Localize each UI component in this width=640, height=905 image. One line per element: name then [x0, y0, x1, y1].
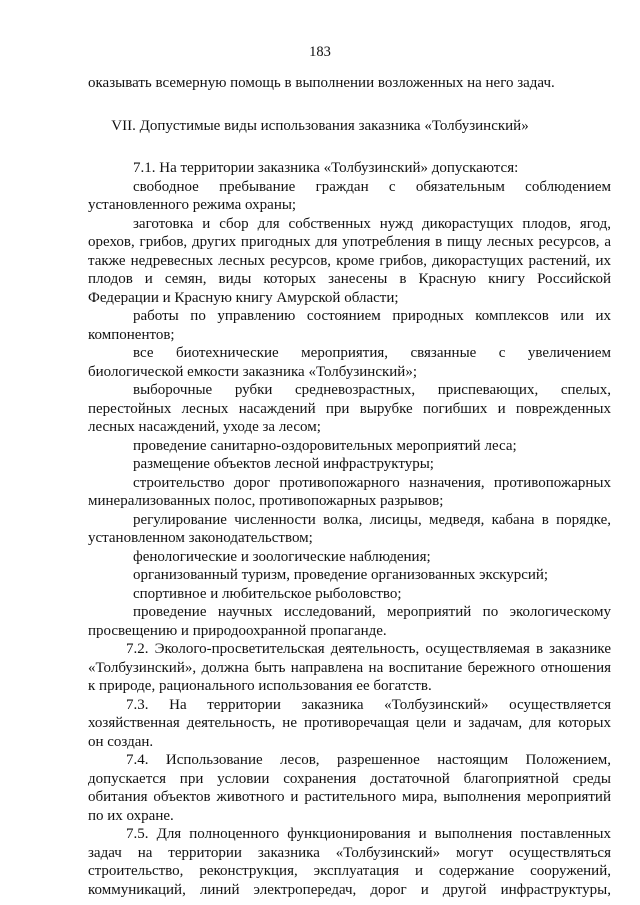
text-line: фенологические и зоологические наблюдения; [133, 549, 431, 565]
text-line: задач на территории заказника «Толбузинский» могут осуществляться [88, 845, 611, 861]
text-line: коммуникаций, линий электропередач, дорог и другой инфраструктуры, [88, 882, 611, 898]
text-line: хозяйственная деятельность, не противоречащая цели и задачам, для которых [88, 715, 611, 731]
text-line: строительство дорог противопожарного назначения, противопожарных [133, 475, 611, 491]
text-line: 7.3. На территории заказника «Толбузинский» осуществляется [126, 697, 611, 713]
text-line: организованный туризм, проведение организованных экскурсий; [133, 567, 549, 583]
text-line: 7.5. Для полноценного функционирования и выполнения поставленных [126, 826, 611, 842]
text-line: он создан. [88, 734, 154, 750]
text-line: орехов, грибов, других пригодных для употребления в пищу лесных ресурсов, а [88, 234, 611, 250]
text-line: обитания объектов животного и растительного мира, выполнения мероприятий [88, 789, 611, 805]
text-line: строительство, реконструкция, эксплуатация и содержание сооружений, [88, 863, 611, 879]
text-line: выборочные рубки средневозрастных, приспевающих, спелых, [133, 382, 611, 398]
text-line: плодов и семян, виды которых занесены в Красную книгу Российской [88, 271, 611, 287]
text-line: регулирование численности волка, лисицы, медведя, кабана в порядке, [133, 512, 611, 528]
text-line: лесных насаждений, уходе за лесом; [88, 419, 321, 435]
text-line: биологической емкости заказника «Толбузинский»; [88, 364, 417, 380]
text-line: минерализованных полос, противопожарных разрывов; [88, 493, 444, 509]
text-line: оказывать всемерную помощь в выполнении возложенных на него задач. [88, 75, 555, 91]
text-line: проведение научных исследований, мероприятий по экологическому [133, 604, 611, 620]
text-line: просвещению и природоохранной пропаганде. [88, 623, 387, 639]
text-line: по их охране. [88, 808, 174, 824]
page-number: 183 [309, 44, 331, 60]
text-line: допускается при условии сохранения достаточной благоприятной среды [88, 771, 611, 787]
text-line: заготовка и сбор для собственных нужд дикорастущих плодов, ягод, [133, 216, 611, 232]
section-heading: VII. Допустимые виды использования заказника «Толбузинский» [111, 118, 529, 134]
text-line: работы по управлению состоянием природных комплексов или их [133, 308, 611, 324]
text-line: компонентов; [88, 327, 175, 343]
text-line: размещение объектов лесной инфраструктуры; [133, 456, 434, 472]
text-line: установленном законодательством; [88, 530, 313, 546]
text-line: 7.4. Использование лесов, разрешенное настоящим Положением, [126, 752, 611, 768]
text-line: Федерации и Красную книгу Амурской области; [88, 290, 399, 306]
text-line: 7.1. На территории заказника «Толбузинский» допускаются: [133, 160, 519, 176]
text-line: «Толбузинский», должна быть направлена на воспитание бережного отношения [88, 660, 611, 676]
text-line: к природе, рационального использования ее богатств. [88, 678, 432, 694]
text-line: проведение санитарно-оздоровительных мероприятий леса; [133, 438, 517, 454]
text-line: также недревесных лесных ресурсов, кроме грибов, дикорастущих растений, их [88, 253, 611, 269]
text-line: все биотехнические мероприятия, связанные с увеличением [133, 345, 611, 361]
text-line: перестойных лесных насаждений при вырубке погибших и поврежденных [88, 401, 611, 417]
text-line: 7.2. Эколого-просветительская деятельность, осуществляемая в заказнике [126, 641, 611, 657]
text-line: установленного режима охраны; [88, 197, 297, 213]
text-line: спортивное и любительское рыболовство; [133, 586, 402, 602]
text-line: свободное пребывание граждан с обязательным соблюдением [133, 179, 611, 195]
